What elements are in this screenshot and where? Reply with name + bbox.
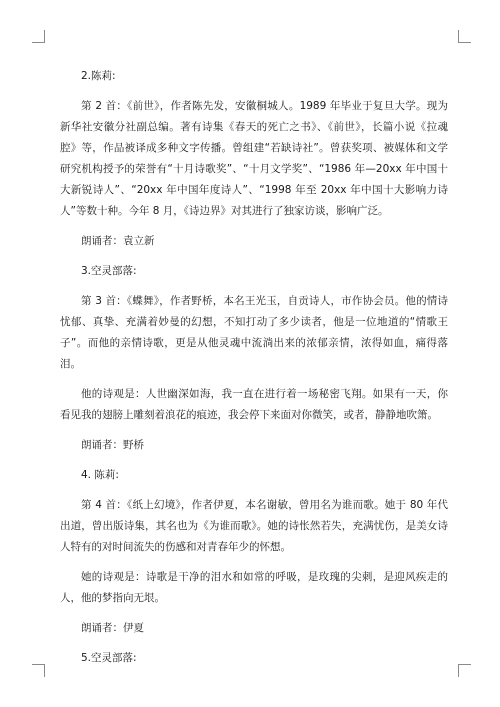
document-body xyxy=(60,66,448,669)
poetics-paragraph: 他的诗观是：人世幽深如海，我一直在进行着一场秘密飞翔。如果有一天，你看见我的翅膀上雕刻着浪花的痕迹，我会停下来面对你微笑，或者，静静地吹箫。 xyxy=(60,388,448,421)
poem-description: 第 4 首：《纸上幻境》，作者伊夏，本名谢敏，曾用名为谁而歌。她于 80 年代出道，曾出版诗集，其名也为《为谁而歌》。她的诗怅然若失，充满忧伤，是美女诗人特有的对时间流失的伤感和对青春年少的怀想。 xyxy=(60,499,448,553)
reader-line: 朗诵者：野桥 xyxy=(81,439,144,451)
bottom-left-corner-mark xyxy=(32,664,45,677)
poetics-paragraph: 她的诗观是：诗歌是干净的泪水和如常的呼吸，是玫瑰的尖刺，是迎风疾走的人，他的梦指向无垠。 xyxy=(60,571,448,604)
top-left-corner-mark xyxy=(32,30,45,43)
section-heading: 3.空灵部落: xyxy=(81,265,137,277)
poem-description: 第 3 首：《蝶舞》，作者野桥，本名王光玉，自贡诗人，市作协会员。他的情诗忧郁、真挚、充满着妙曼的幻想，不知打动了多少读者，他是一位地道的“情歌王子”。而他的亲情诗歌，更是从他灵魂中流淌出来的浓郁亲情，浓得如血，痛得落泪。 xyxy=(60,295,448,370)
section-heading: 2.陈莉: xyxy=(81,70,116,82)
reader-line: 朗诵者：袁立新 xyxy=(81,235,155,247)
section-heading: 5.空灵部落: xyxy=(81,652,137,664)
poem-description: 第 2 首：《前世》，作者陈先发，安徽桐城人。1989 年毕业于复旦大学。现为新华社安徽分社副总编。著有诗集《春天的死亡之书》、《前世》，长篇小说《拉魂腔》等，作品被译成多种文字传播。曾组建“若缺诗社”。曾获奖项、被媒体和文学研究机构授予的荣誉有“十月诗歌奖”、“十月文学奖”、“1986 年—20xx 年中国十大新锐诗人”、“20xx 年中国年度诗人”、“1998 年至 20xx 年中国十大影响力诗人”等数十种。今年 8 月，《诗边界》对其进行了独家访谈，影响广泛。 xyxy=(60,100,448,217)
reader-line: 朗诵者：伊夏 xyxy=(81,622,144,634)
bottom-right-corner-mark xyxy=(458,664,471,677)
section-heading: 4. 陈莉: xyxy=(81,469,119,481)
top-right-corner-mark xyxy=(458,30,471,43)
